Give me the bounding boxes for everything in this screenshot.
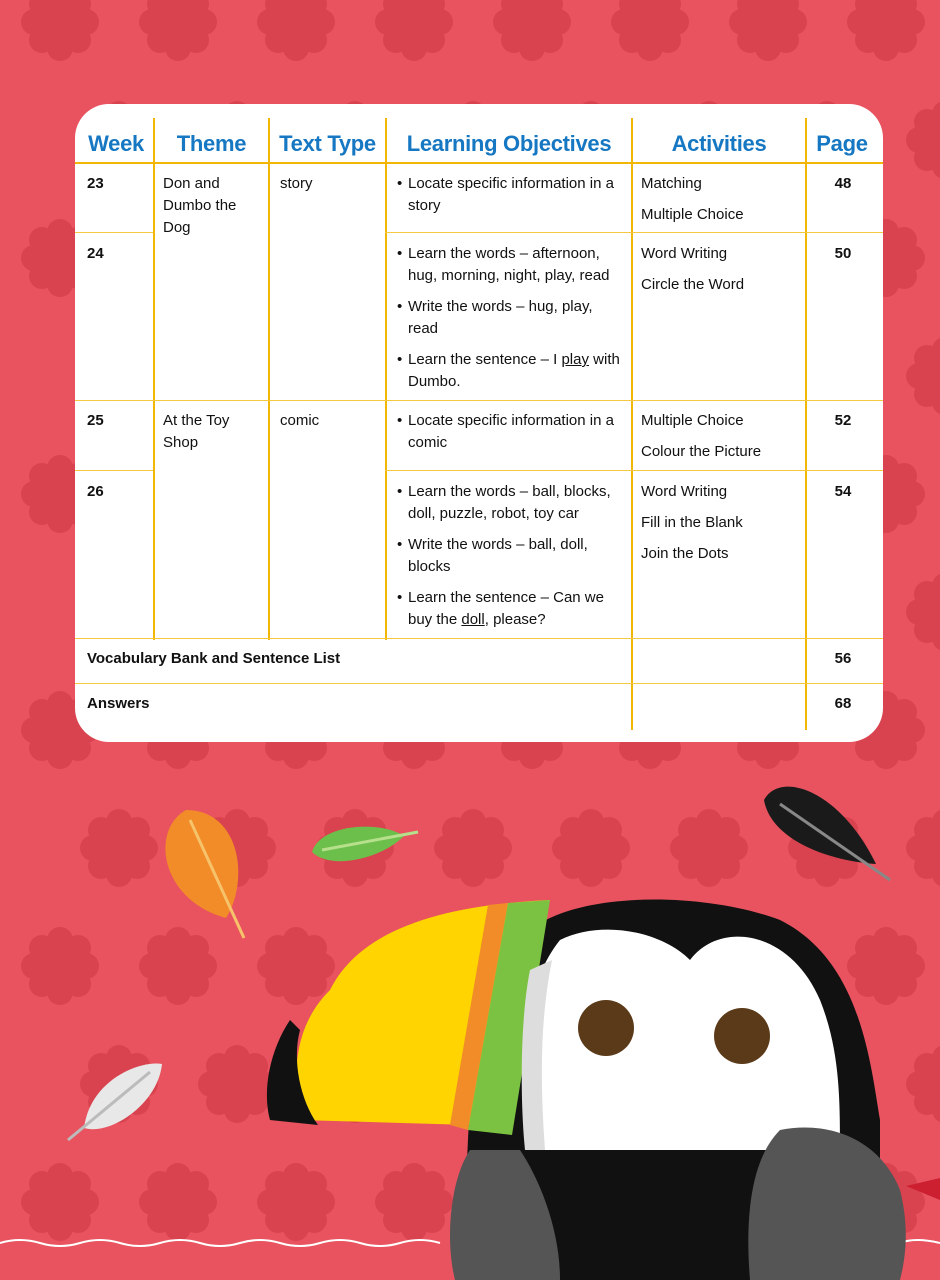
objective-item: • Learn the words – ball, blocks, doll, puzzle, robot, toy car (397, 481, 623, 525)
activity-item: Join the Dots (641, 545, 729, 562)
week-number: 23 (87, 175, 104, 192)
activity-item: Fill in the Blank (641, 514, 743, 531)
sentence-text: with Dumbo. (408, 351, 620, 390)
theme-cell: At the Toy Shop (163, 412, 230, 451)
column-rule (268, 118, 270, 640)
sentence-text: , please? (484, 611, 546, 628)
row-rule (385, 470, 883, 471)
objective-item: • Write the words – hug, play, read (397, 296, 623, 340)
red-feather-icon (906, 1178, 940, 1200)
page-number: 48 (834, 175, 852, 192)
orange-feather-icon (165, 810, 244, 938)
contents-table-card (75, 104, 883, 742)
header-week: Week (88, 131, 144, 156)
objective-item (397, 349, 623, 393)
ground-line (0, 1240, 440, 1246)
objectives-cell (397, 243, 623, 402)
page-number: 56 (834, 650, 852, 667)
green-feather-icon (312, 827, 418, 862)
black-feather-icon (764, 787, 890, 880)
sentence-text: Learn the sentence – I (408, 351, 562, 368)
vocabulary-bank-label: Vocabulary Bank and Sentence List (87, 650, 341, 667)
objective-item: • Learn the words – afternoon, hug, morning, night, play, read (397, 243, 623, 287)
toucan-eye-right (714, 1008, 770, 1064)
page-number: 68 (834, 695, 852, 712)
toucan-illustration (0, 740, 940, 1280)
activity-item: Multiple Choice (641, 412, 744, 429)
underlined-word: play (561, 351, 589, 368)
page-number: 54 (834, 483, 852, 500)
objectives-cell (397, 481, 623, 640)
activity-item: Colour the Picture (641, 443, 762, 460)
page-number: 50 (834, 245, 852, 262)
week-number: 26 (87, 483, 104, 500)
sentence-text: Learn the sentence – Can we buy the (408, 589, 604, 628)
toucan-eye-left (578, 1000, 634, 1056)
theme-cell: Don and Dumbo the Dog (163, 175, 237, 236)
row-rule (75, 683, 883, 684)
objective-item: • Locate specific information in a comic (397, 410, 623, 454)
row-rule (75, 470, 153, 471)
answers-label: Answers (87, 695, 150, 712)
column-rule (153, 118, 155, 640)
row-rule (75, 232, 153, 233)
activities-cell (641, 243, 801, 305)
activities-cell (641, 410, 801, 472)
objective-item (397, 587, 623, 631)
activity-item: Circle the Word (641, 276, 745, 293)
page-number: 52 (834, 412, 852, 429)
week-number: 25 (87, 412, 104, 429)
activity-item: Multiple Choice (641, 206, 744, 223)
activity-item: Word Writing (641, 245, 728, 262)
text-type-cell: story (280, 175, 313, 192)
header-activities: Activities (671, 131, 767, 156)
activity-item: Word Writing (641, 483, 728, 500)
activities-cell (641, 481, 801, 574)
header-text-type: Text Type (279, 131, 376, 156)
objectives-cell (397, 173, 623, 226)
white-feather-icon (68, 1064, 162, 1140)
underlined-word: doll (461, 611, 485, 628)
header-rule (75, 162, 883, 164)
toucan-icon (267, 900, 906, 1280)
week-number: 24 (87, 245, 104, 262)
row-rule (385, 232, 883, 233)
activity-item: Matching (641, 175, 702, 192)
header-theme: Theme (176, 131, 247, 156)
objective-item: • Write the words – ball, doll, blocks (397, 534, 623, 578)
objective-item: • Locate specific information in a story (397, 173, 623, 217)
header-learning-objectives: Learning Objectives (406, 131, 612, 156)
column-rule (385, 118, 387, 640)
header-page: Page (816, 131, 868, 156)
text-type-cell: comic (280, 412, 320, 429)
objectives-cell (397, 410, 623, 463)
activities-cell (641, 173, 801, 235)
